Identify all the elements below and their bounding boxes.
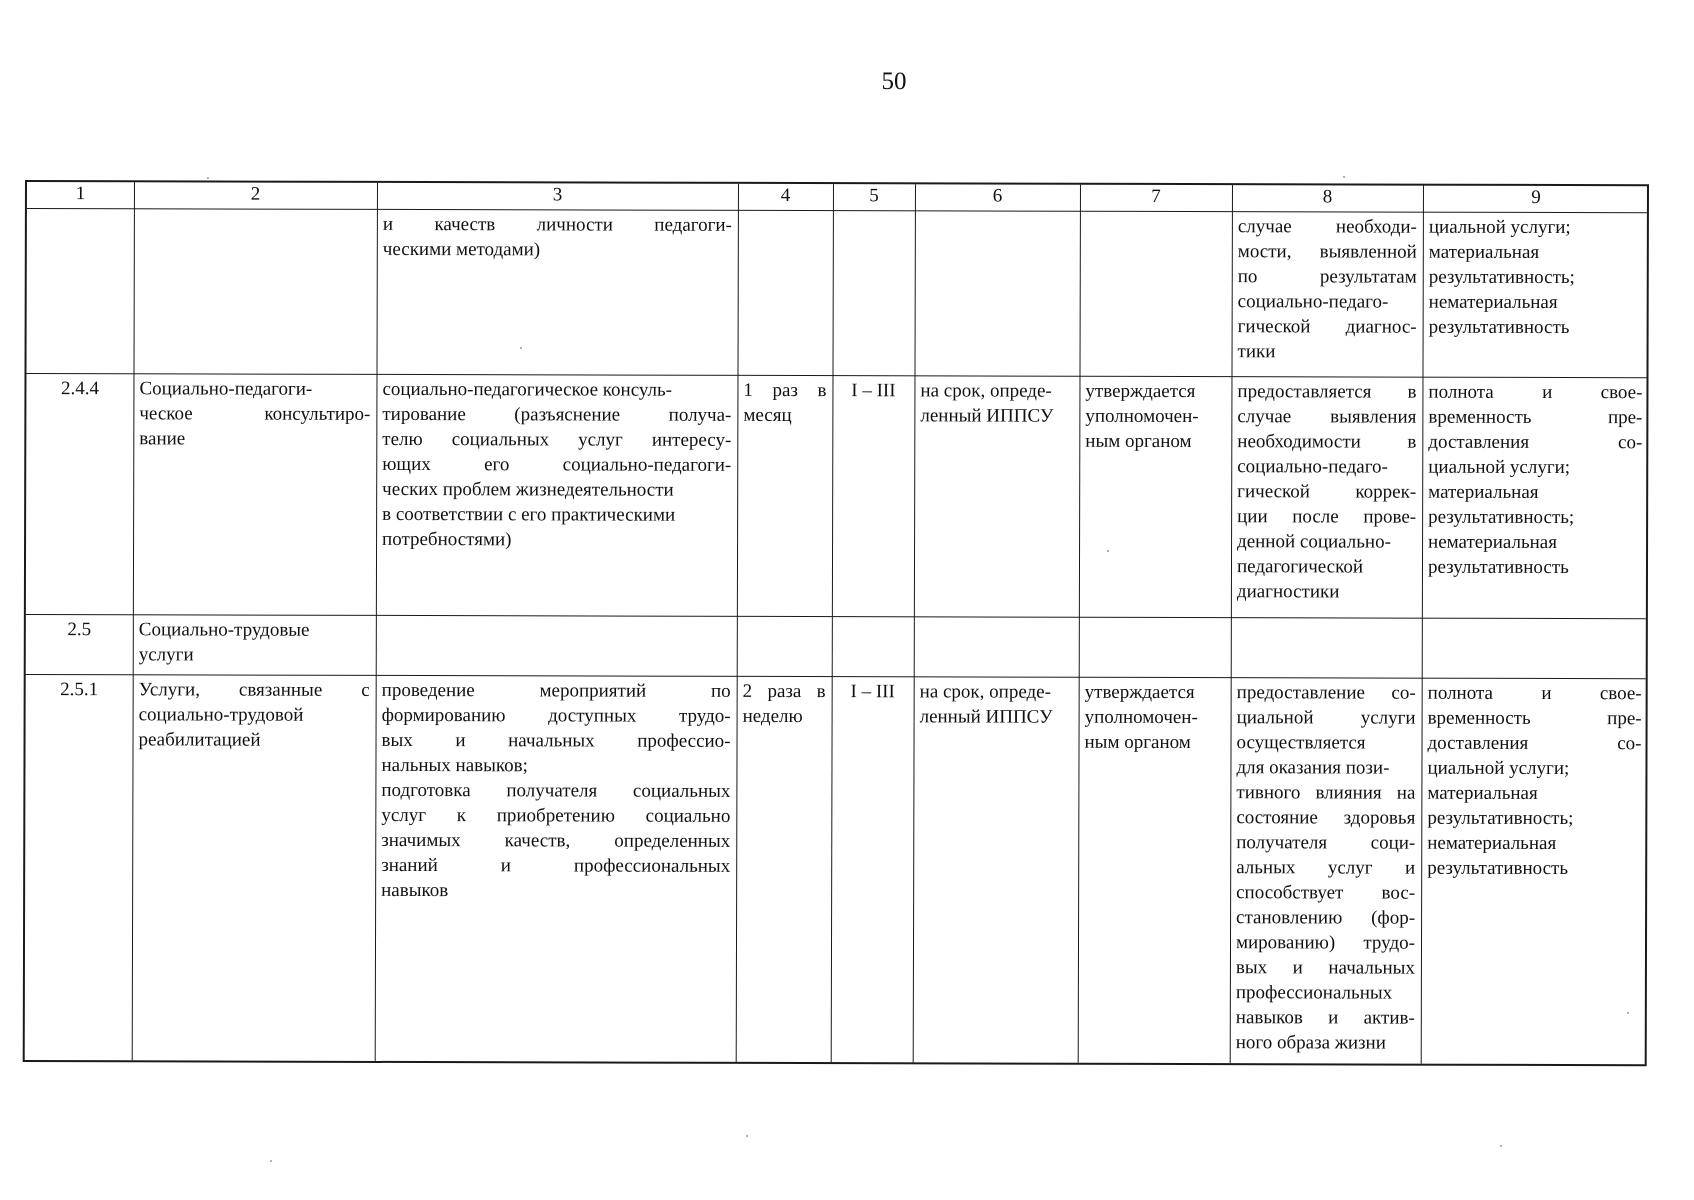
cell-text-line: циальной услуги (1236, 707, 1416, 729)
cell-text-line: формированию доступных трудо- (381, 704, 731, 727)
cell-text-line: Социально-педагоги- (139, 378, 313, 400)
term-cell (914, 375, 1080, 616)
frequency-cell (737, 375, 833, 616)
cell-text-line: денной социально- (1237, 531, 1391, 553)
cell-text-line: нематериальная (1428, 531, 1558, 554)
cell-text-line: утверждается (1084, 681, 1195, 704)
cell-text-line: услуг к приобретению социально (381, 804, 731, 827)
services-table (23, 180, 1649, 1066)
header-cell-6: 6 (992, 185, 1003, 207)
cell-text-line: осуществляется (1236, 732, 1366, 754)
cell-text-line: профессиональных (1235, 982, 1393, 1004)
cell-text-line: проведение мероприятий по (381, 679, 731, 702)
cell-text-line: социально-педаго- (1237, 291, 1389, 313)
cell-text-line: результативность; (1428, 266, 1575, 289)
cell-text-line: вых и начальных (1235, 957, 1415, 979)
cell-text-line: получателя соци- (1236, 832, 1416, 854)
provision-conditions-cell (1230, 677, 1422, 1065)
cell-text-line: ческих проблем жизнедеятельности (382, 478, 674, 501)
cell-text-line: утверждается (1085, 380, 1196, 403)
scan-speck (1343, 176, 1345, 178)
cell-text-line: тивного влияния на (1236, 782, 1416, 804)
header-cell-3: 3 (552, 184, 563, 206)
provision-conditions-cell (1231, 211, 1422, 376)
cell-text-line: неделю (742, 705, 803, 728)
cell-text-line: и качеств личности педагоги- (382, 213, 732, 236)
term-cell (913, 676, 1079, 1064)
quality-indicators-cell (1422, 212, 1648, 378)
cell-text-line: полнота и свое- (1428, 381, 1643, 404)
cell-text-line: предоставление со- (1236, 682, 1416, 704)
service-content-cell (376, 209, 737, 375)
cell-text-line: Социально-трудовые (138, 619, 310, 641)
cost-cell (1078, 677, 1231, 1065)
header-cell-9: 9 (1531, 186, 1541, 208)
service-content-cell (376, 374, 738, 616)
groups-cell: I – III (850, 681, 895, 703)
scan-speck (520, 347, 522, 349)
cell-text-line: нальных навыков; (381, 754, 528, 777)
cell-text-line: ческое консультиро- (139, 403, 371, 425)
cell-text-line: доставления со- (1427, 732, 1642, 755)
cell-text-line: ции после прове- (1237, 506, 1417, 528)
cell-text-line: уполномочен- (1084, 706, 1198, 729)
page-number: 50 (881, 68, 907, 95)
cell-text-line: по результатам (1237, 266, 1417, 288)
header-cell-1: 1 (75, 183, 86, 205)
row-number-cell: 2.4.4 (60, 378, 99, 400)
header-cell-4: 4 (780, 184, 791, 207)
frequency-cell (736, 676, 832, 1064)
cell-text-line: социально-трудовой (138, 704, 304, 726)
cell-text-line: ным органом (1084, 731, 1191, 754)
row-number-cell: 2.5.1 (60, 679, 99, 701)
cell-text-line: материальная (1428, 481, 1539, 503)
header-cell-5: 5 (869, 185, 879, 207)
scan-speck (746, 1135, 748, 1137)
cell-text-line: мированию) трудо- (1235, 932, 1416, 954)
service-name-cell (133, 614, 376, 675)
cell-text-line: уполномочен- (1085, 405, 1199, 428)
cell-text-line: случае необходи- (1237, 216, 1417, 238)
cell-text-line: циальной услуги; (1428, 456, 1571, 479)
scan-speck (1627, 1012, 1629, 1014)
cell-text-line: ного образа жизни (1235, 1032, 1386, 1054)
cell-text-line: гической диагнос- (1237, 316, 1417, 338)
cell-text-line: тики (1237, 341, 1276, 363)
cell-text-line: случае выявления (1237, 406, 1417, 428)
scan-speck (270, 1160, 272, 1162)
cell-text-line: педагогической (1236, 556, 1364, 578)
cell-text-line: материальная (1427, 782, 1538, 804)
cell-text-line: для оказания пози- (1236, 757, 1390, 779)
header-cell-7: 7 (1151, 185, 1161, 207)
cell-text-line: реабилитацией (138, 729, 261, 751)
cell-text-line: альных услуг и (1236, 857, 1416, 879)
cell-text-line: ющих его социально-педагоги- (382, 453, 732, 476)
cell-text-line: необходимости в (1237, 431, 1417, 453)
cell-text-line: циальной услуги; (1428, 216, 1571, 239)
cell-text-line: потребностями) (382, 528, 512, 551)
cell-text-line: навыков (381, 879, 449, 902)
cell-text-line: полнота и свое- (1427, 682, 1642, 705)
cell-text-line: тирование (разъяснение получа- (382, 403, 732, 426)
row-number-cell: 2.5 (67, 619, 92, 641)
service-name-cell (132, 674, 376, 1063)
cell-text-line: ленный ИППСУ (920, 405, 1054, 427)
cell-text-line: временность пре- (1427, 707, 1642, 730)
cell-text-line: результативность (1427, 857, 1569, 880)
cell-text-line: услуги (138, 644, 194, 666)
cell-text-line: Услуги, связанные с (138, 679, 370, 701)
cell-text-line: подготовка получателя социальных (381, 779, 731, 802)
cell-text-line: вых и начальных профессио- (381, 729, 731, 752)
cell-text-line: 1 раз в (743, 379, 827, 402)
cell-text-line: гической коррек- (1237, 481, 1417, 503)
cell-text-line: становлению (фор- (1236, 907, 1416, 929)
cell-text-line: способствует вос- (1236, 882, 1416, 904)
cell-text-line: диагностики (1236, 581, 1340, 603)
header-cell-8: 8 (1322, 186, 1333, 208)
scan-speck (1107, 550, 1109, 552)
cell-text-line: социально-педаго- (1237, 456, 1388, 478)
cell-text-line: материальная (1428, 241, 1540, 263)
cell-text-line: нематериальная (1428, 291, 1558, 314)
service-content-cell (375, 675, 737, 1064)
cell-text-line: телю социальных услуг интересу- (382, 428, 732, 451)
cell-text-line: ческими методами) (382, 238, 541, 261)
cell-text-line: доставления со- (1428, 431, 1643, 454)
cell-text-line: результативность (1427, 556, 1569, 579)
cell-text-line: знаний и профессиональных (381, 854, 731, 877)
cell-text-line: ным органом (1085, 430, 1192, 453)
cell-text-line: временность пре- (1428, 406, 1643, 429)
cell-text-line: результативность; (1428, 506, 1575, 529)
service-name-cell (133, 373, 377, 615)
cell-text-line: мости, выявленной (1237, 241, 1417, 263)
cell-text-line: предоставляется в (1237, 381, 1417, 403)
groups-cell: I – III (851, 380, 896, 402)
cell-text-line: социально-педагогическое консуль- (382, 378, 673, 401)
quality-indicators-cell (1422, 377, 1649, 619)
cell-text-line: на срок, опреде- (920, 380, 1052, 402)
cell-text-line: результативность; (1427, 807, 1574, 830)
cell-text-line: значимых качеств, определенных (381, 829, 731, 852)
quality-indicators-cell (1421, 678, 1648, 1067)
provision-conditions-cell (1231, 376, 1423, 617)
cell-text-line: в соответствии с его практическими (382, 503, 676, 526)
cell-text-line: нематериальная (1427, 832, 1557, 855)
cell-text-line: результативность (1428, 316, 1570, 339)
scan-speck (1500, 1145, 1502, 1147)
cell-text-line: 2 раза в (742, 680, 826, 703)
cell-text-line: вание (139, 428, 186, 450)
cell-text-line: навыков и актив- (1235, 1007, 1415, 1029)
header-cell-2: 2 (250, 183, 261, 205)
cell-text-line: ленный ИППСУ (919, 706, 1053, 728)
cell-text-line: месяц (743, 404, 792, 427)
scan-speck (207, 177, 209, 179)
cell-text-line: на срок, опреде- (919, 681, 1051, 703)
cell-text-line: циальной услуги; (1427, 757, 1570, 780)
cell-text-line: состояние здоровья (1236, 807, 1416, 829)
cost-cell (1079, 376, 1232, 617)
